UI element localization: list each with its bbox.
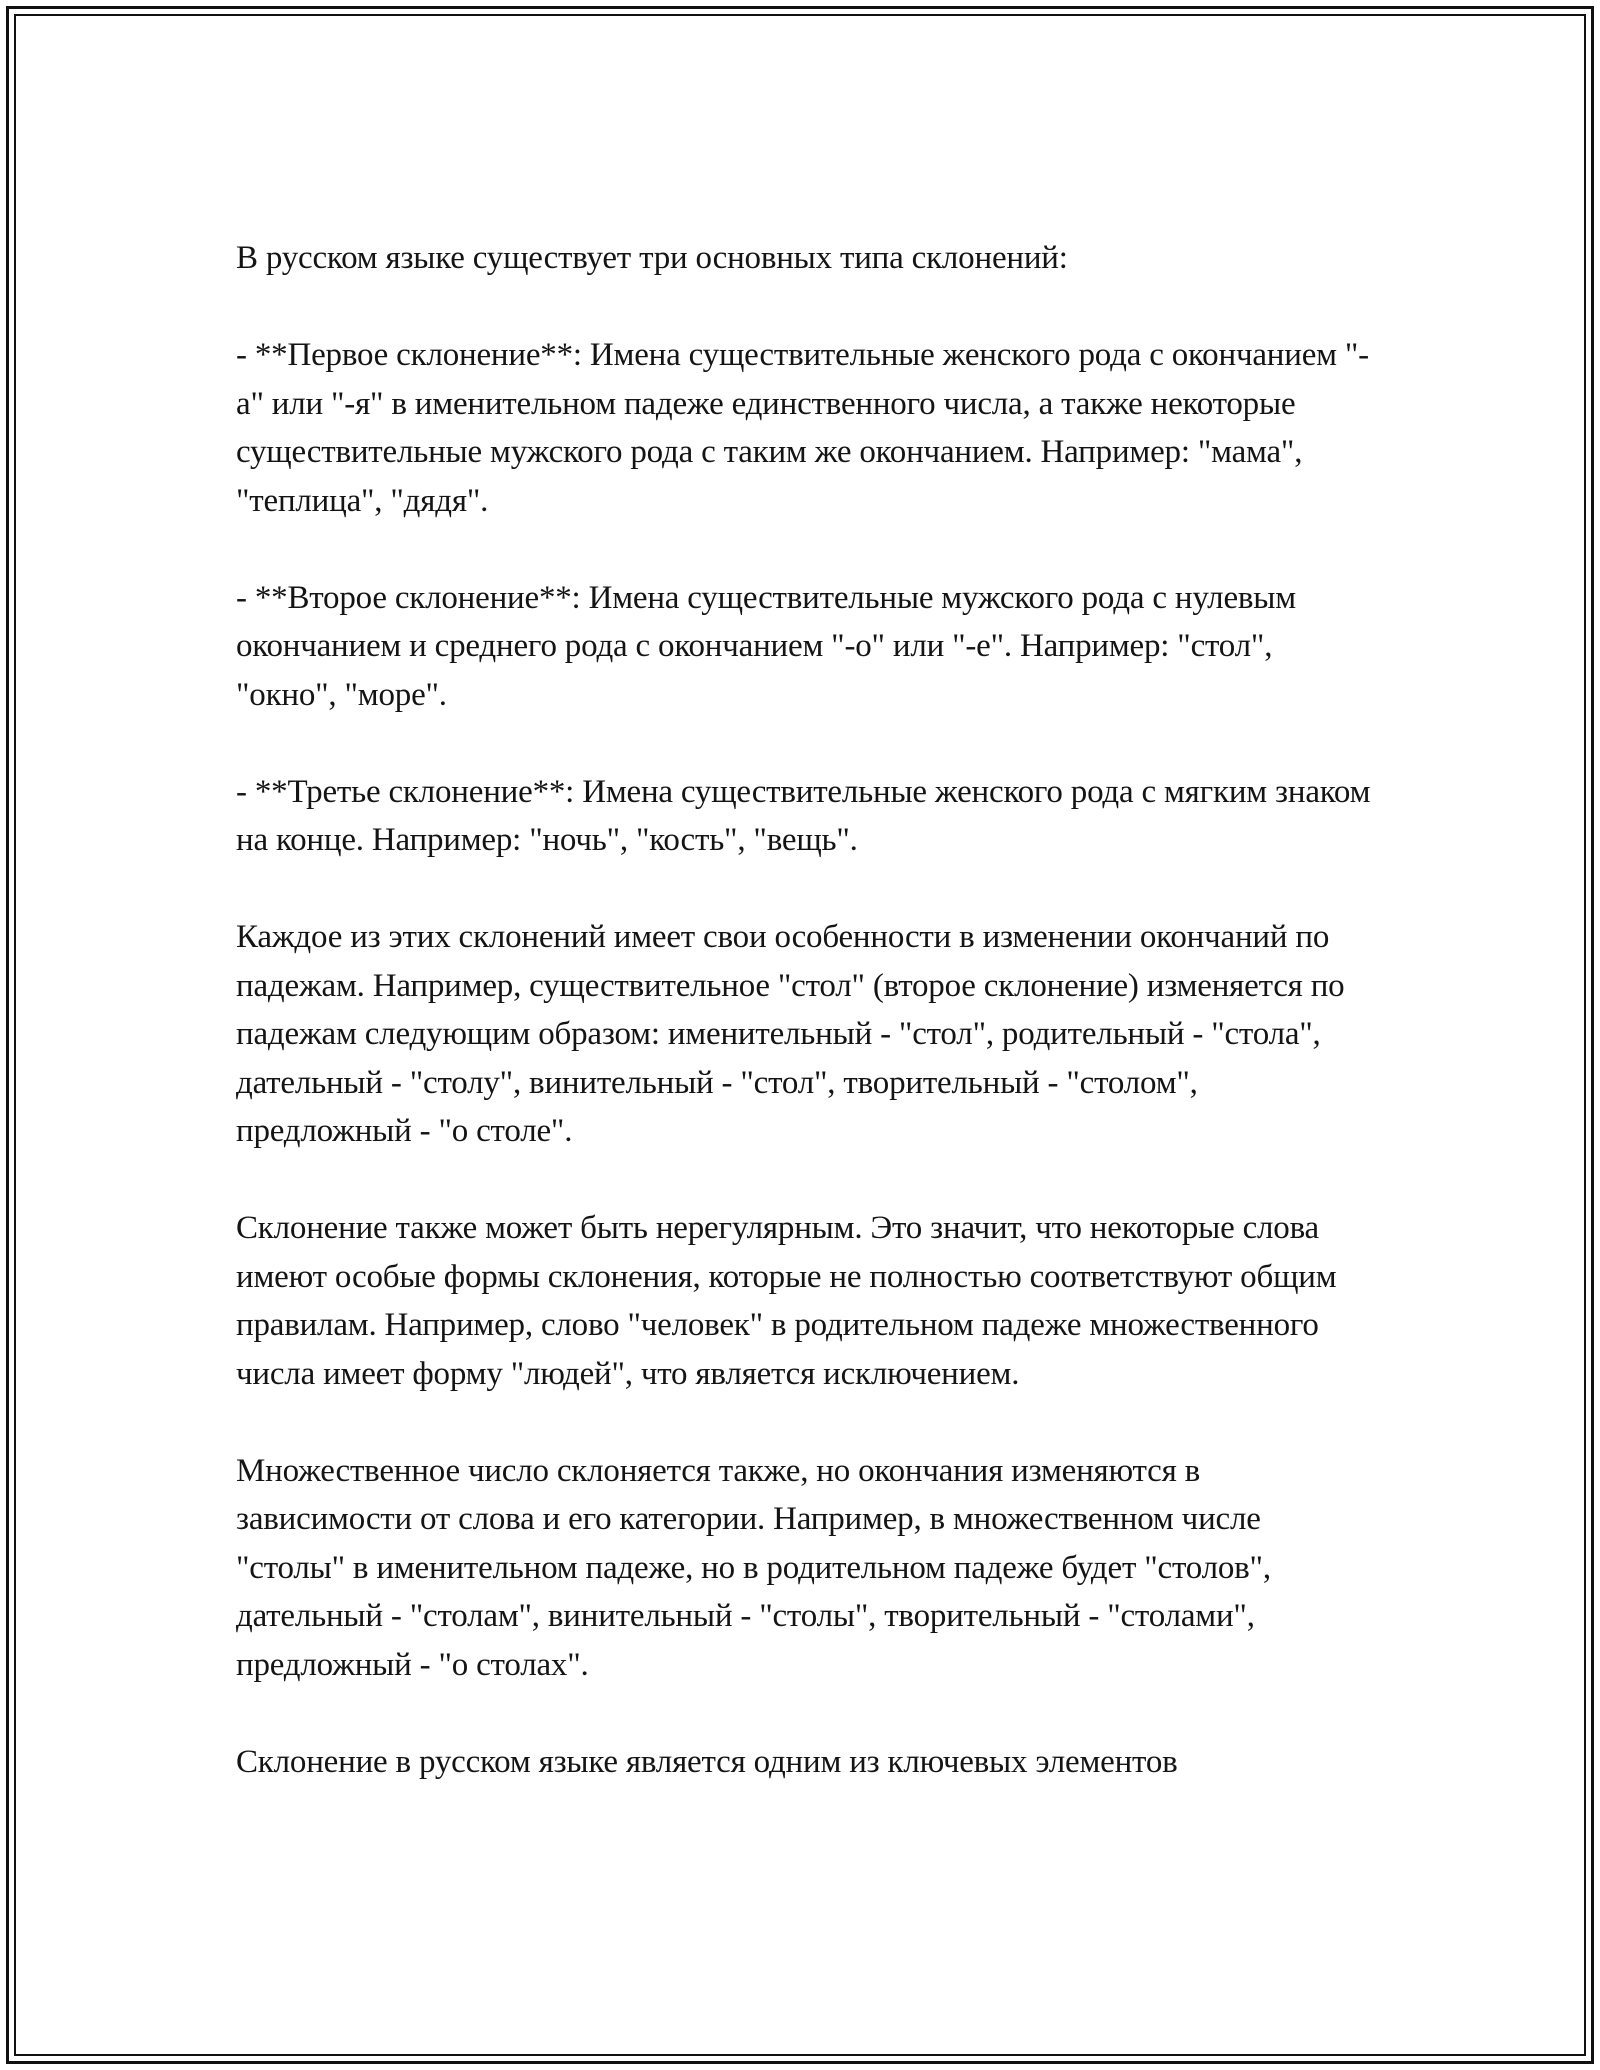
- plural-declension-paragraph: Множественное число склоняется также, но окончания изменяются в зависимости от слова и его категории. Например, в множественном числе "столы" в именительном падеже, но в родительном падеже будет "столов", дательный - "столам", винительный - "столы", творительный - "столами", предложный - "о столах".: [236, 1452, 1271, 1683]
- document-body: [236, 234, 1376, 1786]
- closing-paragraph: Склонение в русском языке является одним из ключевых элементов: [236, 1743, 1178, 1780]
- third-declension-paragraph: - **Третье склонение**: Имена существительные женского рода с мягким знаком на конце. Например: "ночь", "кость", "вещь".: [236, 773, 1371, 858]
- first-declension-paragraph: - **Первое склонение**: Имена существительные женского рода с окончанием "-а" или "-я" в именительном падеже единственного числа, а также некоторые существительные мужского рода с таким же окончанием. Например: "мама", "теплица", "дядя".: [236, 337, 1369, 519]
- intro-paragraph: В русском языке существует три основных типа склонений:: [236, 240, 1068, 276]
- second-declension-paragraph: - **Второе склонение**: Имена существительные мужского рода с нулевым окончанием и среднего рода с окончанием "-о" или "-е". Например: "стол", "окно", "море".: [236, 579, 1296, 713]
- irregular-declension-paragraph: Склонение также может быть нерегулярным. Это значит, что некоторые слова имеют особые формы склонения, которые не полностью соответствуют общим правилам. Например, слово "человек" в родительном падеже множественного числа имеет форму "людей", что является исключением.: [236, 1210, 1337, 1392]
- case-endings-paragraph: Каждое из этих склонений имеет свои особенности в изменении окончаний по падежам. Например, существительное "стол" (второе склонение) изменяется по падежам следующим образом: именительный - "стол", родительный - "стола", дательный - "столу", винительный - "стол", творительный - "столом", предложный - "о столе".: [236, 919, 1345, 1149]
